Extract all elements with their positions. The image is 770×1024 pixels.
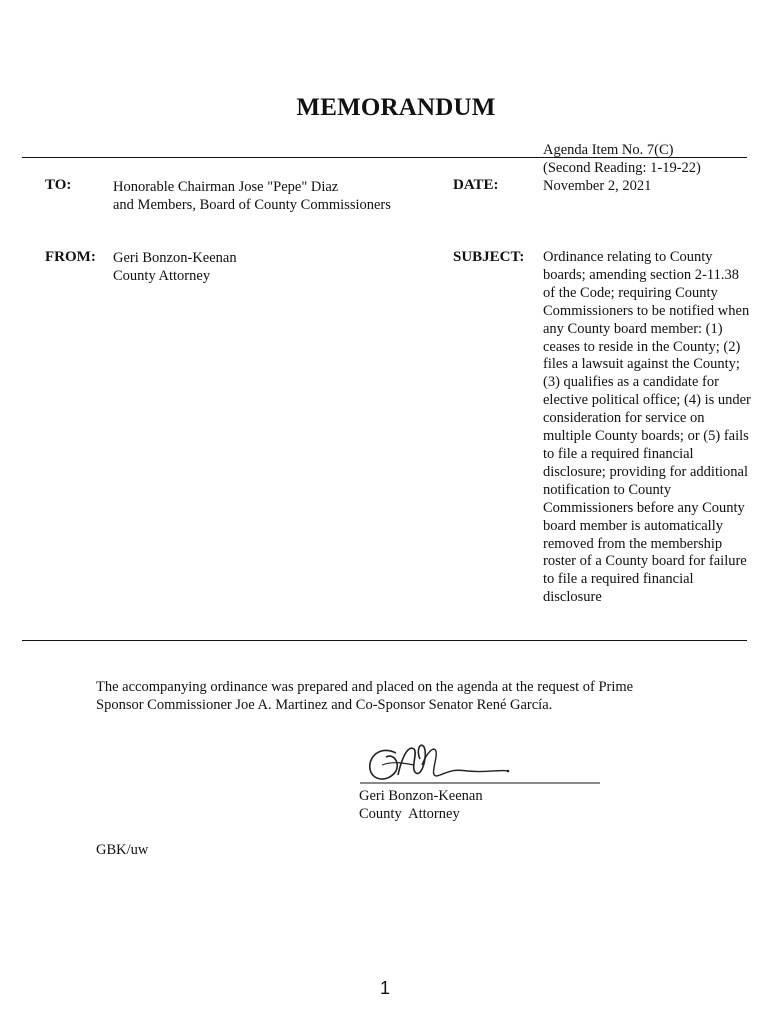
from-line-1: Geri Bonzon-Keenan	[113, 250, 237, 266]
date-value: November 2, 2021	[543, 178, 652, 194]
body-paragraph-line-1: The accompanying ordinance was prepared and placed on the agenda at the request of Prime	[96, 679, 634, 695]
page-number: 1	[379, 978, 390, 998]
header-rule-top	[22, 157, 747, 158]
to-label: TO:	[45, 177, 72, 193]
subject-text: Ordinance relating to County boards; amending section 2-11.38 of the Code; requiring County Commissioners to be notified when any County board member: (1) ceases to reside in the County; (2) files a lawsuit against the County; (3) qualifies as a candidate for elective political office; (4) is under consideration for service on multiple County boards; or (5) fails to file a required financial disclosure; providing for additional notification to County Commissioners before any County board member is automatically removed from the membership roster of a County board for failure to file a required financial disclosure	[543, 249, 751, 606]
signature-block	[359, 787, 483, 823]
body-paragraph	[96, 678, 696, 714]
body-paragraph-line-2: Sponsor Commissioner Joe A. Martinez and Co-Sponsor Senator René García.	[96, 697, 553, 713]
agenda-second-reading: (Second Reading: 1-19-22)	[543, 160, 701, 176]
to-line-2: and Members, Board of County Commissioners	[113, 197, 391, 213]
date-label: DATE:	[453, 177, 499, 193]
subject-label: SUBJECT:	[453, 249, 525, 265]
typist-initials: GBK/uw	[96, 842, 149, 858]
agenda-info	[543, 141, 763, 177]
signatory-name: Geri Bonzon-Keenan	[359, 788, 483, 804]
memo-title: MEMORANDUM	[296, 94, 496, 121]
to-line-1: Honorable Chairman Jose "Pepe" Diaz	[113, 179, 339, 195]
agenda-item-number: Agenda Item No. 7(C)	[543, 142, 674, 158]
from-line-2: County Attorney	[113, 268, 211, 284]
signatory-title: County Attorney	[359, 806, 460, 822]
header-rule-bottom	[22, 640, 747, 641]
from-sender	[113, 249, 413, 285]
handwritten-signature	[358, 735, 603, 790]
from-label: FROM:	[45, 249, 96, 265]
to-recipient	[113, 178, 433, 214]
